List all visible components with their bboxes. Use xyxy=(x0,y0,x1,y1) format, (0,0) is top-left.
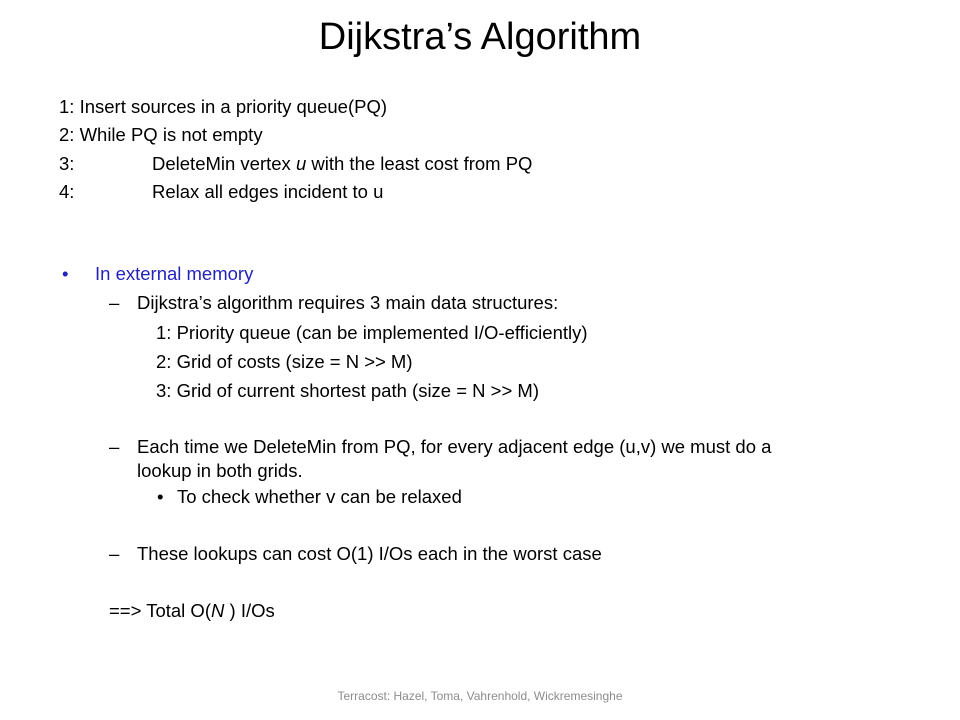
step-3-number: 3: xyxy=(59,153,75,174)
dash-text-2-line2: lookup in both grids. xyxy=(137,460,303,481)
step-1 xyxy=(59,95,387,119)
step-4-text: Relax all edges incident to u xyxy=(152,181,384,202)
step-3-text xyxy=(152,152,532,176)
sub-bullet-dot: • xyxy=(157,486,164,507)
dash-text-3: These lookups can cost O(1) I/Os each in the worst case xyxy=(137,543,602,564)
bullet-text: In external memory xyxy=(95,263,254,284)
bullet-dot: • xyxy=(62,263,69,284)
dash-item-deletemin xyxy=(109,435,869,487)
step-4-number: 4: xyxy=(59,181,75,202)
dash-mark-1: – xyxy=(109,292,120,313)
step-1-text: 1: Insert sources in a priority queue(PQ) xyxy=(59,96,388,117)
step-3-text-after: with the least cost from PQ xyxy=(306,153,533,174)
structure-item-2: 2: Grid of costs (size = N >> M) xyxy=(156,351,413,372)
dash-text-1: Dijkstra’s algorithm requires 3 main data structures: xyxy=(137,292,559,313)
total-var: N xyxy=(211,600,225,621)
total-io xyxy=(109,599,275,623)
step-2 xyxy=(59,123,263,147)
step-3-var: u xyxy=(295,153,307,174)
dash-mark-2: – xyxy=(109,436,120,457)
step-2-text: 2: While PQ is not empty xyxy=(59,124,263,145)
structure-item-3: 3: Grid of current shortest path (size = N >> M) xyxy=(156,380,539,401)
total-before: ==> Total O( xyxy=(109,600,211,621)
sub-bullet-text: To check whether v can be relaxed xyxy=(177,486,462,507)
dash-mark-3: – xyxy=(109,543,120,564)
step-3-text-before: DeleteMin vertex xyxy=(152,153,296,174)
slide-title: Dijkstra’s Algorithm xyxy=(318,16,642,58)
slide-footer: Terracost: Hazel, Toma, Vahrenhold, Wickremesinghe xyxy=(337,689,623,703)
dash-text-2-line1: Each time we DeleteMin from PQ, for every adjacent edge (u,v) we must do a xyxy=(137,436,772,457)
total-after: ) I/Os xyxy=(224,600,275,621)
structure-item-1: 1: Priority queue (can be implemented I/O-efficiently) xyxy=(156,322,588,343)
